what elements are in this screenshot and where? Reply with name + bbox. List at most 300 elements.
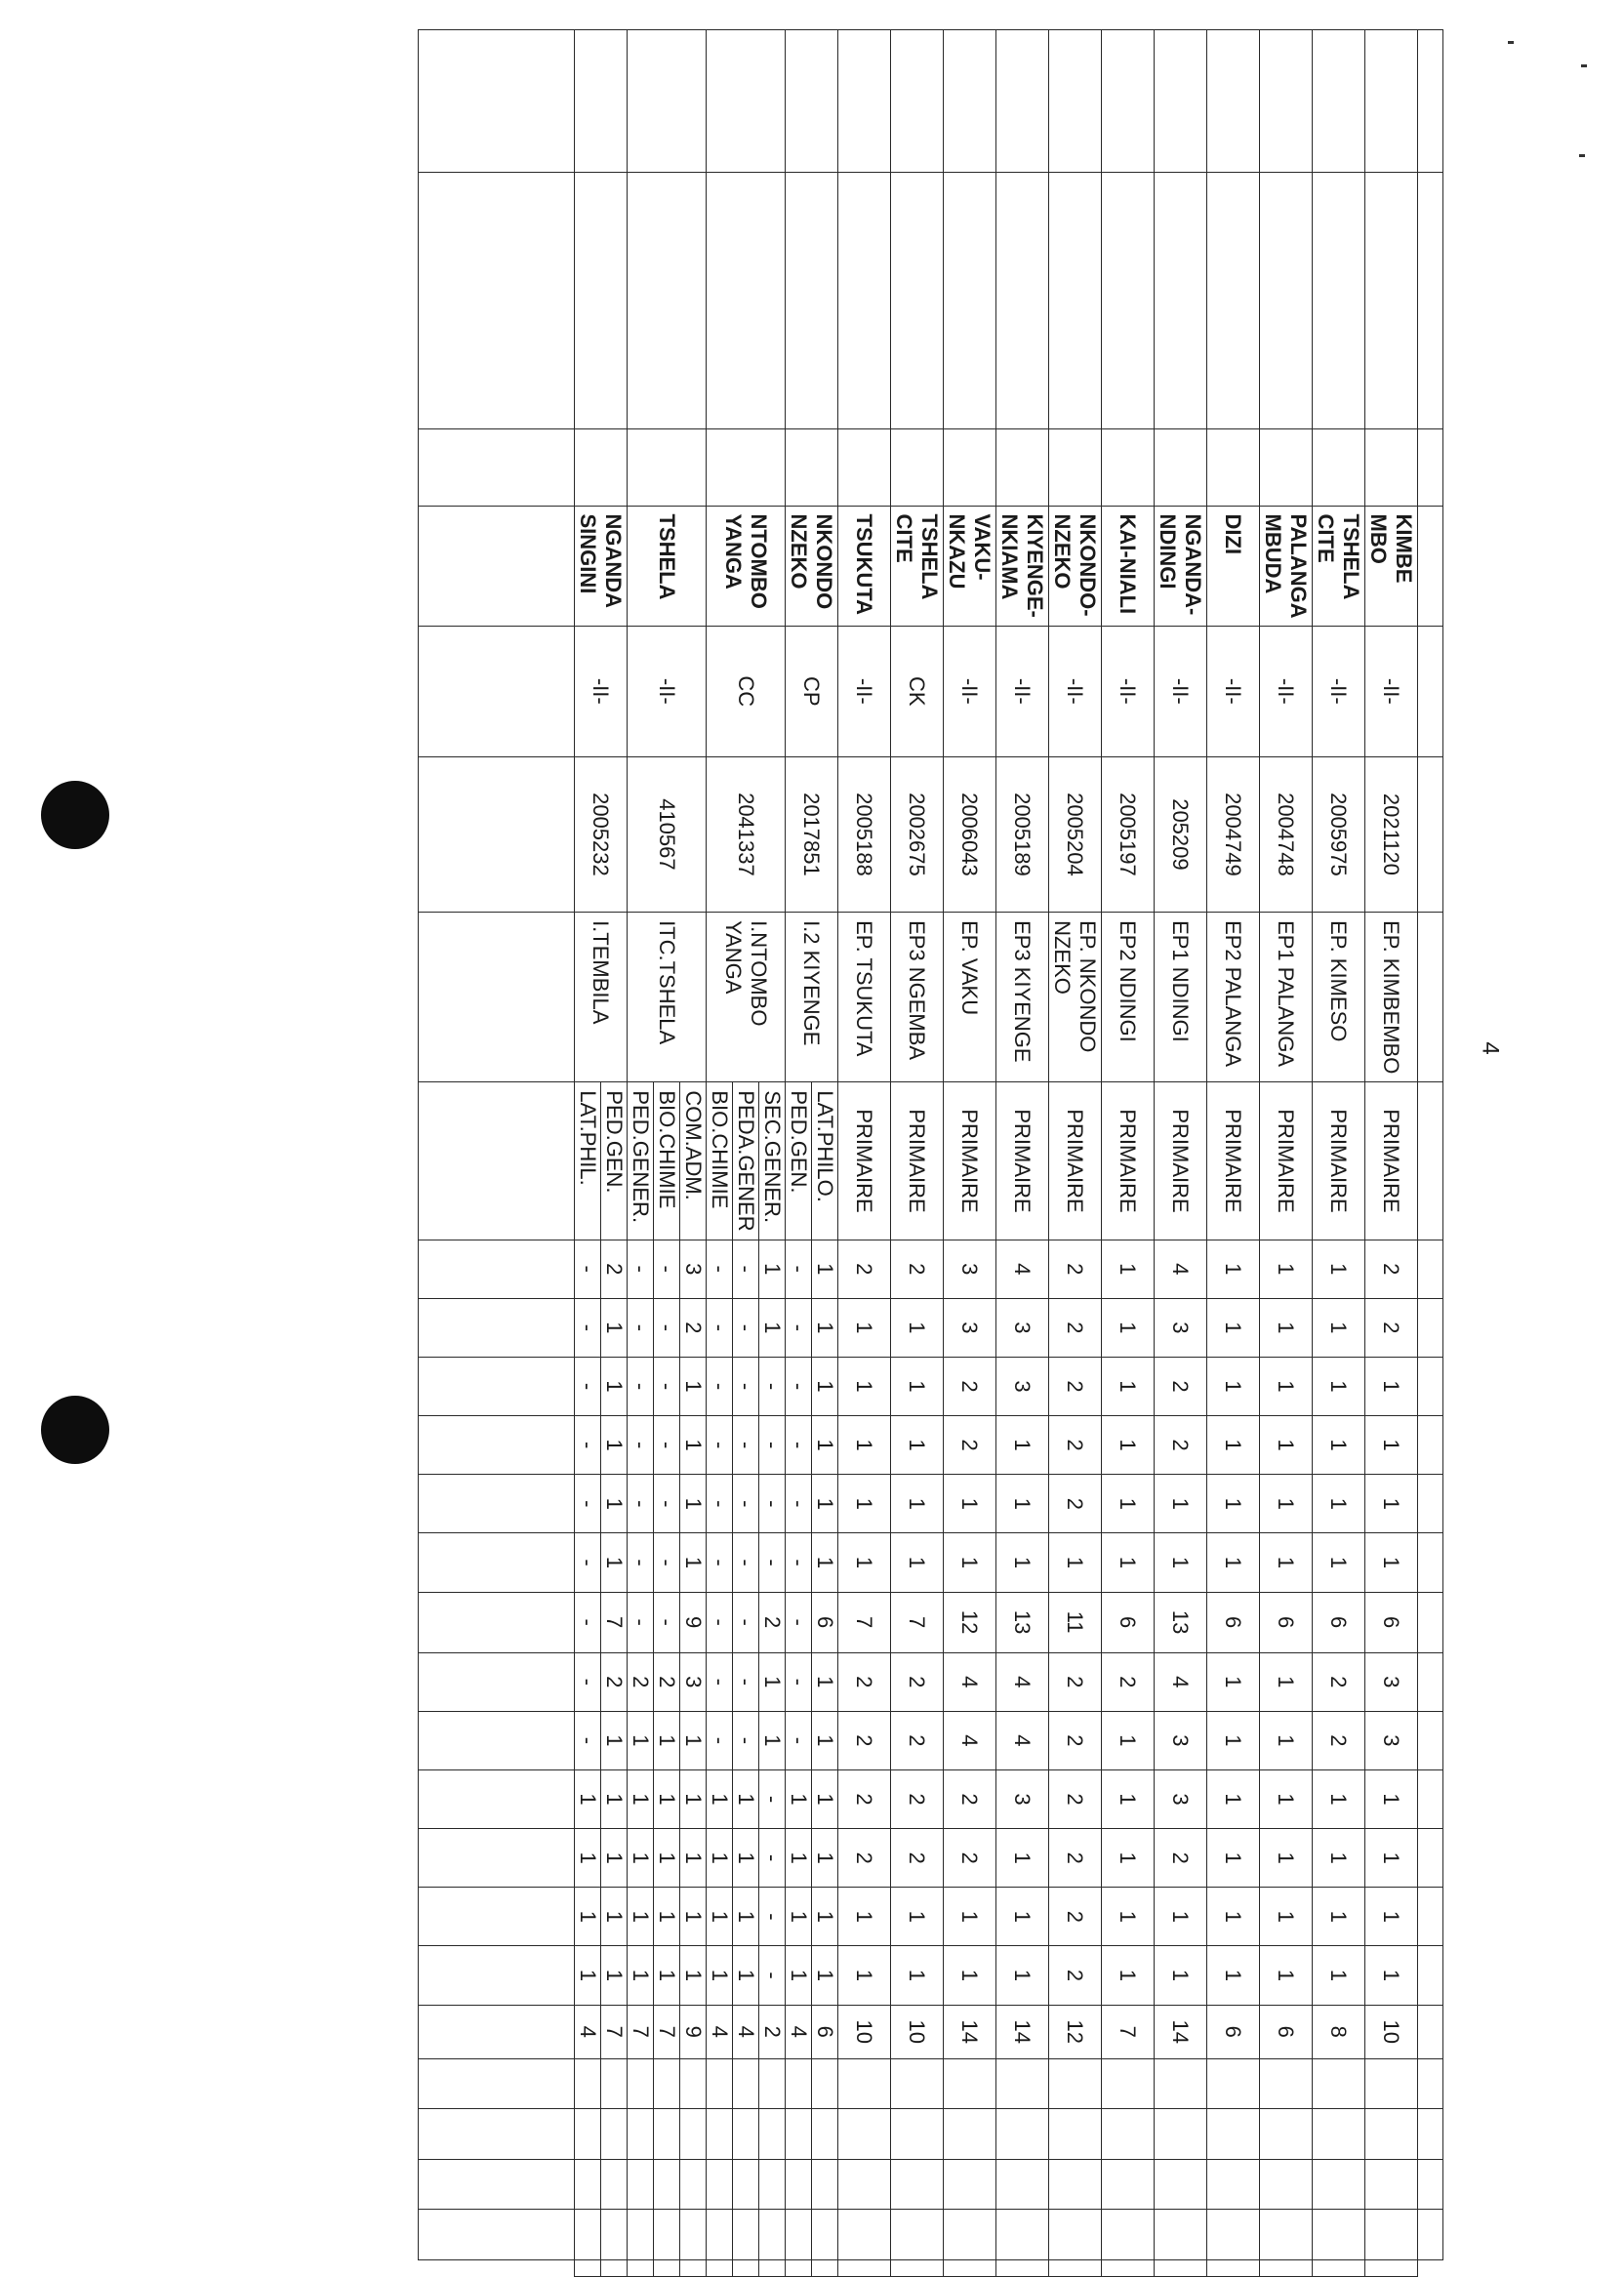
count-cell: 1 xyxy=(759,1652,786,1711)
level-cell: PRIMAIRE xyxy=(1207,1082,1260,1240)
empty-cell xyxy=(1155,172,1207,428)
number-cell: 2004748 xyxy=(1260,756,1313,912)
count-cell: 4 xyxy=(996,1711,1049,1769)
empty-cell xyxy=(1155,2058,1207,2108)
empty-cell xyxy=(1102,2260,1155,2277)
code-cell: -II- xyxy=(1313,626,1365,756)
count-cell: 1 xyxy=(1313,1475,1365,1533)
count-cell: - xyxy=(786,1357,812,1415)
count-cell: 1 xyxy=(654,1829,680,1888)
empty-cell xyxy=(786,2159,812,2209)
empty-cell xyxy=(1418,2210,1443,2260)
code-cell: -II- xyxy=(1260,626,1313,756)
empty-cell xyxy=(601,2260,628,2277)
school-name-cell: EP2 PALANGA xyxy=(1207,913,1260,1082)
empty-cell xyxy=(1365,172,1418,428)
count-cell: 2 xyxy=(838,1711,891,1769)
count-cell: 2 xyxy=(1102,1652,1155,1711)
empty-cell xyxy=(1207,429,1260,506)
empty-cell xyxy=(1260,2109,1313,2159)
empty-cell xyxy=(996,30,1049,173)
count-cell: 1 xyxy=(838,1888,891,1946)
count-cell: 1 xyxy=(1102,1357,1155,1415)
empty-cell xyxy=(419,2210,575,2260)
empty-cell xyxy=(419,1475,575,1533)
empty-cell xyxy=(419,1533,575,1592)
code-cell: -II- xyxy=(1207,626,1260,756)
empty-cell xyxy=(680,2058,707,2108)
count-cell: 1 xyxy=(1365,1829,1418,1888)
count-cell: 1 xyxy=(812,1475,838,1533)
empty-cell xyxy=(733,2109,759,2159)
number-cell: 2017851 xyxy=(786,756,838,912)
count-cell: 1 xyxy=(654,1711,680,1769)
count-cell: 2 xyxy=(1049,1888,1102,1946)
school-name-cell: ITC.TSHELA xyxy=(628,913,707,1082)
code-cell: CK xyxy=(891,626,944,756)
level-cell: PRIMAIRE xyxy=(1155,1082,1207,1240)
count-cell: - xyxy=(707,1533,733,1592)
count-cell: - xyxy=(786,1652,812,1711)
count-cell: 2 xyxy=(628,1652,654,1711)
count-cell: - xyxy=(786,1592,812,1652)
empty-cell xyxy=(707,2058,733,2108)
empty-cell xyxy=(1418,1416,1443,1475)
level-cell: LAT.PHILO. xyxy=(812,1082,838,1240)
count-cell: 1 xyxy=(707,1769,733,1828)
count-cell: - xyxy=(707,1240,733,1298)
count-cell: 1 xyxy=(786,1829,812,1888)
empty-cell xyxy=(1365,429,1418,506)
table-row xyxy=(1049,30,1102,2277)
count-cell: - xyxy=(707,1711,733,1769)
count-cell: 1 xyxy=(1260,1888,1313,1946)
count-cell: 1 xyxy=(1155,1475,1207,1533)
number-cell: 2005189 xyxy=(996,756,1049,912)
count-cell: 2 xyxy=(1155,1416,1207,1475)
count-cell: 1 xyxy=(1313,1888,1365,1946)
count-cell: - xyxy=(733,1298,759,1357)
count-cell: 3 xyxy=(1365,1652,1418,1711)
table-row xyxy=(601,30,628,2277)
count-cell: 13 xyxy=(996,1592,1049,1652)
empty-cell xyxy=(891,2210,944,2260)
level-cell: PRIMAIRE xyxy=(1049,1082,1102,1240)
count-cell: 9 xyxy=(680,1592,707,1652)
count-cell: - xyxy=(707,1357,733,1415)
count-cell: 2 xyxy=(1049,1475,1102,1533)
empty-cell xyxy=(838,2260,891,2277)
count-cell: 1 xyxy=(759,1240,786,1298)
empty-cell xyxy=(1313,172,1365,428)
count-cell: 2 xyxy=(601,1652,628,1711)
empty-cell xyxy=(786,2058,812,2108)
count-cell: 1 xyxy=(838,1475,891,1533)
empty-cell xyxy=(1418,2109,1443,2159)
count-cell: 1 xyxy=(944,1533,996,1592)
locality-cell: KIMBE MBO xyxy=(1365,506,1418,626)
table-row xyxy=(1365,30,1418,2277)
empty-cell xyxy=(1102,2159,1155,2209)
count-cell: 1 xyxy=(601,1533,628,1592)
empty-cell xyxy=(1155,30,1207,173)
count-cell: 6 xyxy=(1207,1592,1260,1652)
empty-cell xyxy=(1418,2058,1443,2108)
count-cell: 2 xyxy=(654,1652,680,1711)
empty-cell xyxy=(1207,2260,1260,2277)
school-name-cell: EP3 KIYENGE xyxy=(996,913,1049,1082)
locality-cell: TSHELA CITE xyxy=(891,506,944,626)
count-cell: 2 xyxy=(838,1652,891,1711)
school-name-cell: I.2 KIYENGE xyxy=(786,913,838,1082)
table-row xyxy=(838,30,891,2277)
count-cell: 1 xyxy=(1155,1946,1207,2005)
empty-cell xyxy=(1102,30,1155,173)
count-cell: 4 xyxy=(733,2005,759,2058)
count-cell: 1 xyxy=(1207,1240,1260,1298)
count-cell: 1 xyxy=(601,1829,628,1888)
count-cell: 1 xyxy=(1102,1416,1155,1475)
count-cell: 1 xyxy=(680,1946,707,2005)
empty-cell xyxy=(419,626,575,756)
empty-cell xyxy=(628,172,707,428)
level-cell: PRIMAIRE xyxy=(1313,1082,1365,1240)
level-cell: PRIMAIRE xyxy=(891,1082,944,1240)
empty-cell xyxy=(733,2260,759,2277)
count-cell: 1 xyxy=(680,1888,707,1946)
count-cell: 1 xyxy=(1155,1888,1207,1946)
count-cell: 7 xyxy=(628,2005,654,2058)
count-cell: - xyxy=(628,1357,654,1415)
schools-table xyxy=(418,29,1443,2277)
count-cell: 2 xyxy=(838,1240,891,1298)
count-cell: - xyxy=(575,1711,601,1769)
count-cell: 1 xyxy=(1260,1416,1313,1475)
empty-cell xyxy=(601,2159,628,2209)
bottom-margin-row xyxy=(419,30,575,2277)
count-cell: - xyxy=(654,1240,680,1298)
count-cell: 2 xyxy=(944,1357,996,1415)
count-cell: 1 xyxy=(601,1357,628,1415)
count-cell: 1 xyxy=(628,1829,654,1888)
count-cell: 1 xyxy=(759,1711,786,1769)
empty-cell xyxy=(1155,2159,1207,2209)
empty-cell xyxy=(419,30,575,173)
count-cell: 1 xyxy=(1313,1946,1365,2005)
empty-cell xyxy=(628,2159,654,2209)
empty-cell xyxy=(944,30,996,173)
empty-cell xyxy=(759,2260,786,2277)
level-cell: PED.GEN. xyxy=(786,1082,812,1240)
empty-cell xyxy=(628,2260,654,2277)
count-cell: 1 xyxy=(1260,1769,1313,1828)
table-row xyxy=(759,30,786,2277)
code-cell: -II- xyxy=(996,626,1049,756)
empty-cell xyxy=(1155,2109,1207,2159)
count-cell: - xyxy=(654,1416,680,1475)
empty-cell xyxy=(786,30,838,173)
empty-cell xyxy=(707,429,786,506)
locality-cell: NTOMBO YANGA xyxy=(707,506,786,626)
empty-cell xyxy=(1418,429,1443,506)
empty-cell xyxy=(944,2058,996,2108)
school-name-cell: EP. TSUKUTA xyxy=(838,913,891,1082)
count-cell: 1 xyxy=(812,1240,838,1298)
count-cell: 3 xyxy=(1155,1769,1207,1828)
count-cell: 1 xyxy=(1313,1416,1365,1475)
empty-cell xyxy=(996,172,1049,428)
count-cell: 1 xyxy=(944,1946,996,2005)
empty-cell xyxy=(419,172,575,428)
count-cell: 1 xyxy=(812,1533,838,1592)
count-cell: 1 xyxy=(1365,1475,1418,1533)
empty-cell xyxy=(1418,1357,1443,1415)
count-cell: 1 xyxy=(1313,1829,1365,1888)
count-cell: 1 xyxy=(838,1946,891,2005)
empty-cell xyxy=(707,2159,733,2209)
number-cell: 2004749 xyxy=(1207,756,1260,912)
count-cell: 1 xyxy=(1102,1711,1155,1769)
count-cell: 1 xyxy=(1260,1298,1313,1357)
empty-cell xyxy=(1365,2159,1418,2209)
count-cell: 1 xyxy=(1260,1475,1313,1533)
count-cell: 1 xyxy=(575,1769,601,1828)
level-cell: PRIMAIRE xyxy=(1365,1082,1418,1240)
empty-cell xyxy=(1260,172,1313,428)
count-cell: 1 xyxy=(680,1475,707,1533)
count-cell: 3 xyxy=(944,1240,996,1298)
empty-cell xyxy=(1365,2058,1418,2108)
empty-cell xyxy=(1049,2109,1102,2159)
count-cell: 1 xyxy=(1102,1888,1155,1946)
school-name-cell: EP. KIMBEMBO xyxy=(1365,913,1418,1082)
empty-cell xyxy=(759,2210,786,2260)
count-cell: - xyxy=(575,1652,601,1711)
level-cell: COM.ADM. xyxy=(680,1082,707,1240)
table-row xyxy=(1313,30,1365,2277)
count-cell: - xyxy=(654,1298,680,1357)
empty-cell xyxy=(812,2109,838,2159)
count-cell: - xyxy=(733,1711,759,1769)
empty-cell xyxy=(996,2109,1049,2159)
count-cell: 7 xyxy=(891,1592,944,1652)
locality-cell: NKONDO-NZEKO xyxy=(1049,506,1102,626)
code-cell: -II- xyxy=(1049,626,1102,756)
count-cell: 1 xyxy=(1155,1533,1207,1592)
count-cell: 2 xyxy=(1049,1298,1102,1357)
empty-cell xyxy=(1102,2058,1155,2108)
count-cell: 1 xyxy=(812,1829,838,1888)
level-cell: LAT.PHIL. xyxy=(575,1082,601,1240)
number-cell: 2021120 xyxy=(1365,756,1418,912)
locality-cell: KAI-NIALI xyxy=(1102,506,1155,626)
empty-cell xyxy=(419,1946,575,2005)
count-cell: 1 xyxy=(1102,1533,1155,1592)
empty-cell xyxy=(707,30,786,173)
locality-cell: PALANGA MBUDA xyxy=(1260,506,1313,626)
count-cell: 1 xyxy=(891,1357,944,1415)
empty-cell xyxy=(1418,506,1443,626)
count-cell: 1 xyxy=(996,1533,1049,1592)
count-cell: 1 xyxy=(628,1946,654,2005)
empty-cell xyxy=(944,172,996,428)
count-cell: 2 xyxy=(680,1298,707,1357)
count-cell: 14 xyxy=(996,2005,1049,2058)
code-cell: -II- xyxy=(944,626,996,756)
empty-cell xyxy=(838,2109,891,2159)
empty-cell xyxy=(419,429,575,506)
empty-cell xyxy=(1102,2109,1155,2159)
empty-cell xyxy=(1418,1946,1443,2005)
empty-cell xyxy=(601,2058,628,2108)
count-cell: 1 xyxy=(628,1888,654,1946)
empty-cell xyxy=(1313,2210,1365,2260)
empty-cell xyxy=(1049,2058,1102,2108)
count-cell: - xyxy=(786,1475,812,1533)
count-cell: 1 xyxy=(1260,1946,1313,2005)
empty-cell xyxy=(1260,2058,1313,2108)
empty-cell xyxy=(419,1357,575,1415)
count-cell: 1 xyxy=(628,1711,654,1769)
empty-cell xyxy=(1418,1829,1443,1888)
empty-cell xyxy=(654,2260,680,2277)
locality-cell: DIZI xyxy=(1207,506,1260,626)
empty-cell xyxy=(838,2159,891,2209)
count-cell: 6 xyxy=(1102,1592,1155,1652)
page-number: 4 xyxy=(1477,1041,1504,1055)
count-cell: 1 xyxy=(1365,1888,1418,1946)
empty-cell xyxy=(1418,1888,1443,1946)
count-cell: 2 xyxy=(891,1829,944,1888)
empty-cell xyxy=(628,2109,654,2159)
empty-cell xyxy=(1418,913,1443,1082)
count-cell: 1 xyxy=(1260,1829,1313,1888)
empty-cell xyxy=(419,1082,575,1240)
number-cell: 410567 xyxy=(628,756,707,912)
empty-cell xyxy=(1418,2005,1443,2058)
empty-cell xyxy=(419,1592,575,1652)
count-cell: 13 xyxy=(1155,1592,1207,1652)
empty-cell xyxy=(1313,2109,1365,2159)
empty-cell xyxy=(419,1652,575,1711)
count-cell: - xyxy=(786,1298,812,1357)
count-cell: 1 xyxy=(1102,1240,1155,1298)
school-name-cell: I.NTOMBO YANGA xyxy=(707,913,786,1082)
empty-cell xyxy=(628,2058,654,2108)
count-cell: 2 xyxy=(1049,1240,1102,1298)
count-cell: 14 xyxy=(944,2005,996,2058)
empty-cell xyxy=(628,2210,654,2260)
code-cell: -II- xyxy=(628,626,707,756)
count-cell: 6 xyxy=(812,2005,838,2058)
empty-cell xyxy=(944,2159,996,2209)
count-cell: 1 xyxy=(786,1888,812,1946)
empty-cell xyxy=(1102,2210,1155,2260)
count-cell: 1 xyxy=(733,1769,759,1828)
empty-cell xyxy=(1207,2109,1260,2159)
count-cell: 6 xyxy=(1260,1592,1313,1652)
empty-cell xyxy=(419,1829,575,1888)
empty-cell xyxy=(996,2159,1049,2209)
empty-cell xyxy=(1313,429,1365,506)
count-cell: 1 xyxy=(838,1298,891,1357)
count-cell: 2 xyxy=(891,1711,944,1769)
empty-cell xyxy=(1418,1082,1443,1240)
empty-cell xyxy=(680,2260,707,2277)
count-cell: 1 xyxy=(996,1475,1049,1533)
count-cell: 1 xyxy=(891,1475,944,1533)
count-cell: 2 xyxy=(1155,1357,1207,1415)
count-cell: 4 xyxy=(996,1652,1049,1711)
count-cell: 7 xyxy=(1102,2005,1155,2058)
count-cell: 1 xyxy=(1207,1888,1260,1946)
empty-cell xyxy=(1207,172,1260,428)
count-cell: 3 xyxy=(680,1652,707,1711)
count-cell: - xyxy=(707,1475,733,1533)
empty-cell xyxy=(1102,172,1155,428)
count-cell: - xyxy=(786,1711,812,1769)
empty-cell xyxy=(1418,1711,1443,1769)
empty-cell xyxy=(1155,2210,1207,2260)
empty-cell xyxy=(1418,1298,1443,1357)
empty-cell xyxy=(1207,2210,1260,2260)
count-cell: - xyxy=(733,1416,759,1475)
level-cell: BIO.CHIMIE xyxy=(707,1082,733,1240)
empty-cell xyxy=(838,172,891,428)
count-cell: 1 xyxy=(759,1298,786,1357)
count-cell: 1 xyxy=(1049,1533,1102,1592)
empty-cell xyxy=(419,2159,575,2209)
count-cell: - xyxy=(759,1946,786,2005)
count-cell: - xyxy=(575,1416,601,1475)
empty-cell xyxy=(733,2159,759,2209)
empty-cell xyxy=(654,2058,680,2108)
table-row xyxy=(996,30,1049,2277)
count-cell: 2 xyxy=(601,1240,628,1298)
empty-cell xyxy=(1207,2058,1260,2108)
count-cell: 1 xyxy=(1207,1829,1260,1888)
count-cell: 6 xyxy=(1313,1592,1365,1652)
level-cell: PRIMAIRE xyxy=(996,1082,1049,1240)
count-cell: 1 xyxy=(1313,1298,1365,1357)
count-cell: 1 xyxy=(891,1533,944,1592)
count-cell: - xyxy=(575,1533,601,1592)
empty-cell xyxy=(1418,172,1443,428)
count-cell: 1 xyxy=(1365,1946,1418,2005)
empty-cell xyxy=(891,2058,944,2108)
count-cell: 2 xyxy=(891,1240,944,1298)
level-cell: SEC.GENER. xyxy=(759,1082,786,1240)
count-cell: 2 xyxy=(759,2005,786,2058)
empty-cell xyxy=(944,2210,996,2260)
locality-cell: TSHELA CITE xyxy=(1313,506,1365,626)
count-cell: 2 xyxy=(944,1829,996,1888)
count-cell: 7 xyxy=(838,1592,891,1652)
count-cell: - xyxy=(759,1357,786,1415)
empty-cell xyxy=(601,2109,628,2159)
empty-cell xyxy=(419,1711,575,1769)
code-cell: -II- xyxy=(1365,626,1418,756)
count-cell: 2 xyxy=(1365,1298,1418,1357)
count-cell: 1 xyxy=(1102,1475,1155,1533)
empty-cell xyxy=(575,172,628,428)
count-cell: 1 xyxy=(996,1416,1049,1475)
count-cell: 1 xyxy=(812,1711,838,1769)
count-cell: 4 xyxy=(786,2005,812,2058)
count-cell: 2 xyxy=(944,1416,996,1475)
count-cell: 1 xyxy=(628,1769,654,1828)
table-row xyxy=(680,30,707,2277)
